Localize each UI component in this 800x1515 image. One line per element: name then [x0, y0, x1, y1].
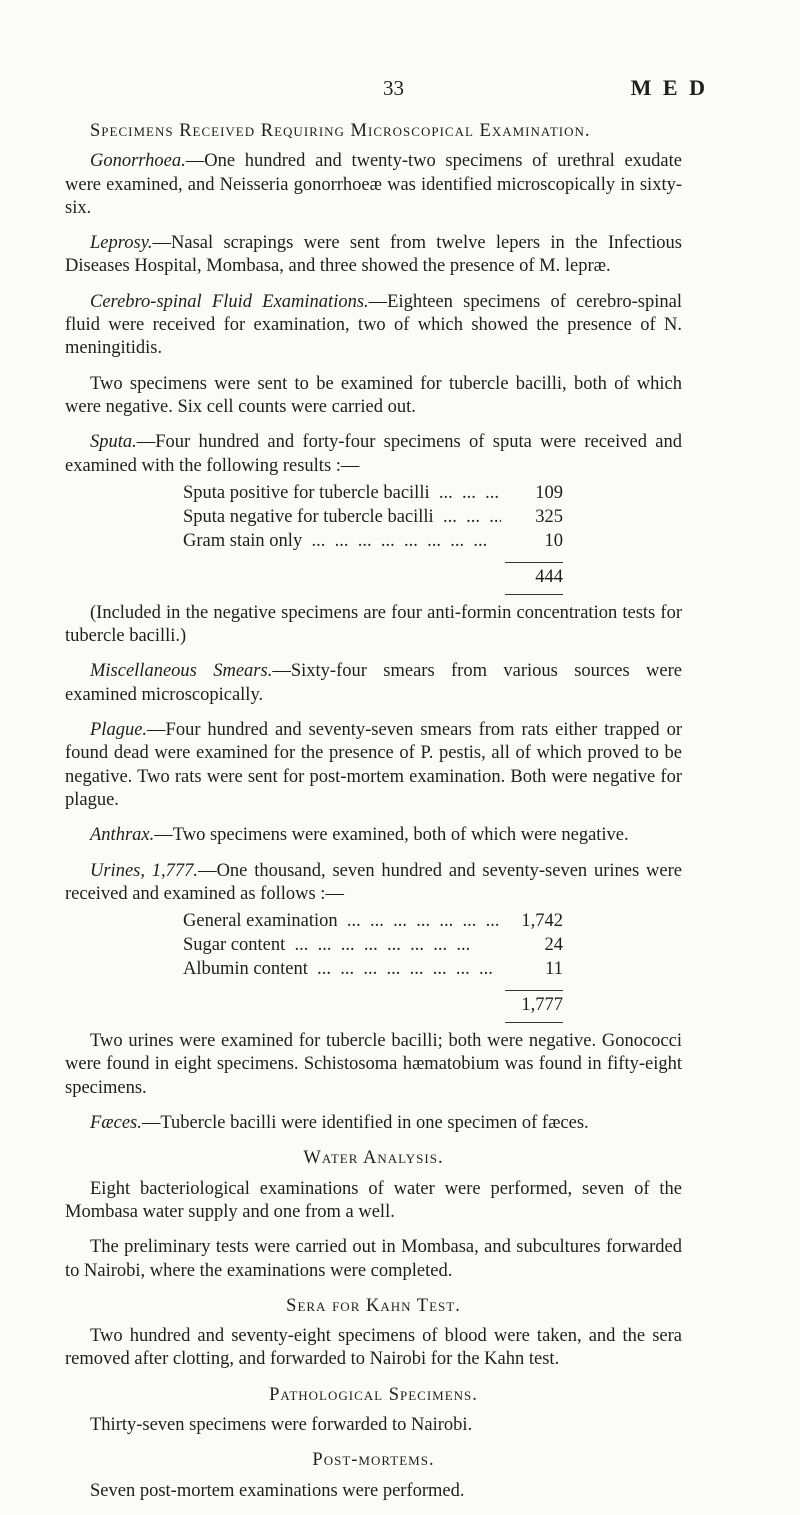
- paragraph-sputa: [65, 431, 682, 478]
- section-heading-pathological: Pathological Specimens.: [269, 1384, 478, 1405]
- text-csf: —Eighteen specimens of cerebro-spinal fluid were received for examination, two of which showed the presence of N. meningitidis.: [65, 291, 682, 359]
- table-row: [183, 958, 563, 982]
- lead-faeces: Fæces.: [90, 1113, 142, 1134]
- section-heading-kahn: Sera for Kahn Test.: [286, 1295, 461, 1316]
- paragraph-anthrax: [65, 824, 682, 847]
- paragraph-urines: [65, 860, 682, 907]
- section-heading-microscopical: Specimens Received Requiring Microscopical Examination.: [90, 121, 591, 141]
- paragraph-urines-note: Two urines were examined for tubercle bacilli; both were negative. Gonococci were found in eight specimens. Schistosoma hæmatobium was found in fifty-eight specimens.: [65, 1031, 682, 1098]
- paragraph-postmortems: Seven post-mortem examinations were performed.: [90, 1480, 465, 1501]
- total-value: 1,777: [521, 995, 563, 1016]
- paragraph-smears: [65, 660, 682, 707]
- row-value: 1,742: [521, 911, 563, 932]
- table-row: [183, 934, 563, 958]
- section-heading-postmortems: Post-mortems.: [312, 1450, 435, 1471]
- urines-table: [183, 910, 563, 1026]
- text-gonorrhoea: —One hundred and twenty-two specimens of urethral exudate were examined, and Neisseria gonorrhoeæ was identified microscopically in sixty-six.: [65, 151, 682, 218]
- paragraph-water-1: Eight bacteriological examinations of water were performed, seven of the Mombasa water supply and one from a well.: [65, 1178, 682, 1222]
- lead-urines: Urines, 1,777.: [90, 860, 199, 881]
- paragraph-leprosy: [65, 232, 682, 279]
- section-heading-water: Water Analysis.: [303, 1148, 444, 1169]
- table-row: [183, 530, 563, 554]
- paragraph-csf-2: Two specimens were sent to be examined for tubercle bacilli, both of which were negative. Six cell counts were carried out.: [65, 373, 682, 417]
- text-leprosy: —Nasal scrapings were sent from twelve lepers in the Infectious Diseases Hospital, Mombasa, and three showed the presence of M. lepræ.: [65, 233, 682, 277]
- paragraph-plague: [65, 719, 682, 812]
- text-smears: —Sixty-four smears from various sources were examined microscopically.: [65, 661, 682, 705]
- text-urines: —One thousand, seven hundred and seventy-seven urines were received and examined as follows :—: [65, 860, 682, 904]
- lead-csf: Cerebro-spinal Fluid Examinations.: [90, 291, 369, 312]
- row-label: Gram stain only ...: [183, 530, 501, 554]
- table-row: [183, 506, 563, 530]
- page-number: 33: [383, 76, 404, 100]
- text-plague: —Four hundred and seventy-seven smears from rats either trapped or found dead were examined for the presence of P. pestis, all of which proved to be negative. Two rats were sent for post-mortem examination. Both were negative for plague.: [65, 720, 682, 810]
- paragraph-gonorrhoea: [65, 150, 682, 220]
- running-head: M E D: [630, 75, 708, 100]
- lead-anthrax: Anthrax.: [90, 825, 155, 846]
- table-row: [183, 910, 563, 934]
- page-header: [0, 76, 800, 106]
- lead-plague: Plague.: [90, 720, 148, 741]
- table-total: [183, 982, 563, 1026]
- total-rule-bottom: [505, 594, 563, 595]
- total-rule-bottom: [505, 1022, 563, 1023]
- text-faeces: —Tubercle bacilli were identified in one specimen of fæces.: [141, 1113, 589, 1134]
- row-value: 325: [535, 506, 563, 527]
- paragraph-water-2: The preliminary tests were carried out in Mombasa, and subcultures forwarded to Nairobi, where the examinations were completed.: [65, 1237, 682, 1281]
- row-label: General examination ...: [183, 910, 501, 934]
- lead-leprosy: Leprosy.: [90, 233, 153, 254]
- total-rule-top: [505, 990, 563, 991]
- row-value: 10: [544, 530, 563, 551]
- lead-sputa: Sputa.: [90, 432, 137, 453]
- row-value: 24: [544, 935, 563, 956]
- total-rule-top: [505, 562, 563, 563]
- paragraph-csf: [65, 291, 682, 361]
- row-label: Albumin content ...: [183, 958, 501, 982]
- paragraph-kahn: Two hundred and seventy-eight specimens of blood were taken, and the sera removed after clotting, and forwarded to Nairobi for the Kahn test.: [65, 1326, 682, 1370]
- row-value: 11: [545, 959, 563, 980]
- total-value: 444: [535, 566, 563, 587]
- paragraph-faeces: [65, 1112, 682, 1135]
- table-row: [183, 482, 563, 506]
- paragraph-pathological: Thirty-seven specimens were forwarded to Nairobi.: [90, 1414, 473, 1435]
- lead-smears: Miscellaneous Smears.: [90, 661, 273, 682]
- row-value: 109: [535, 482, 563, 503]
- page-body: [65, 120, 682, 1515]
- table-total: [183, 554, 563, 598]
- paragraph-sputa-note: (Included in the negative specimens are four anti-formin concentration tests for tubercle bacilli.): [65, 602, 682, 647]
- row-label: Sugar content ...: [183, 934, 501, 958]
- row-label: Sputa negative for tubercle bacilli ...: [183, 506, 501, 530]
- text-sputa: —Four hundred and forty-four specimens of sputa were received and examined with the following results :—: [65, 432, 682, 476]
- row-label: Sputa positive for tubercle bacilli ...: [183, 482, 501, 506]
- sputa-table: [183, 482, 563, 598]
- lead-gonorrhoea: Gonorrhoea.: [90, 151, 186, 172]
- text-anthrax: —Two specimens were examined, both of which were negative.: [154, 825, 629, 846]
